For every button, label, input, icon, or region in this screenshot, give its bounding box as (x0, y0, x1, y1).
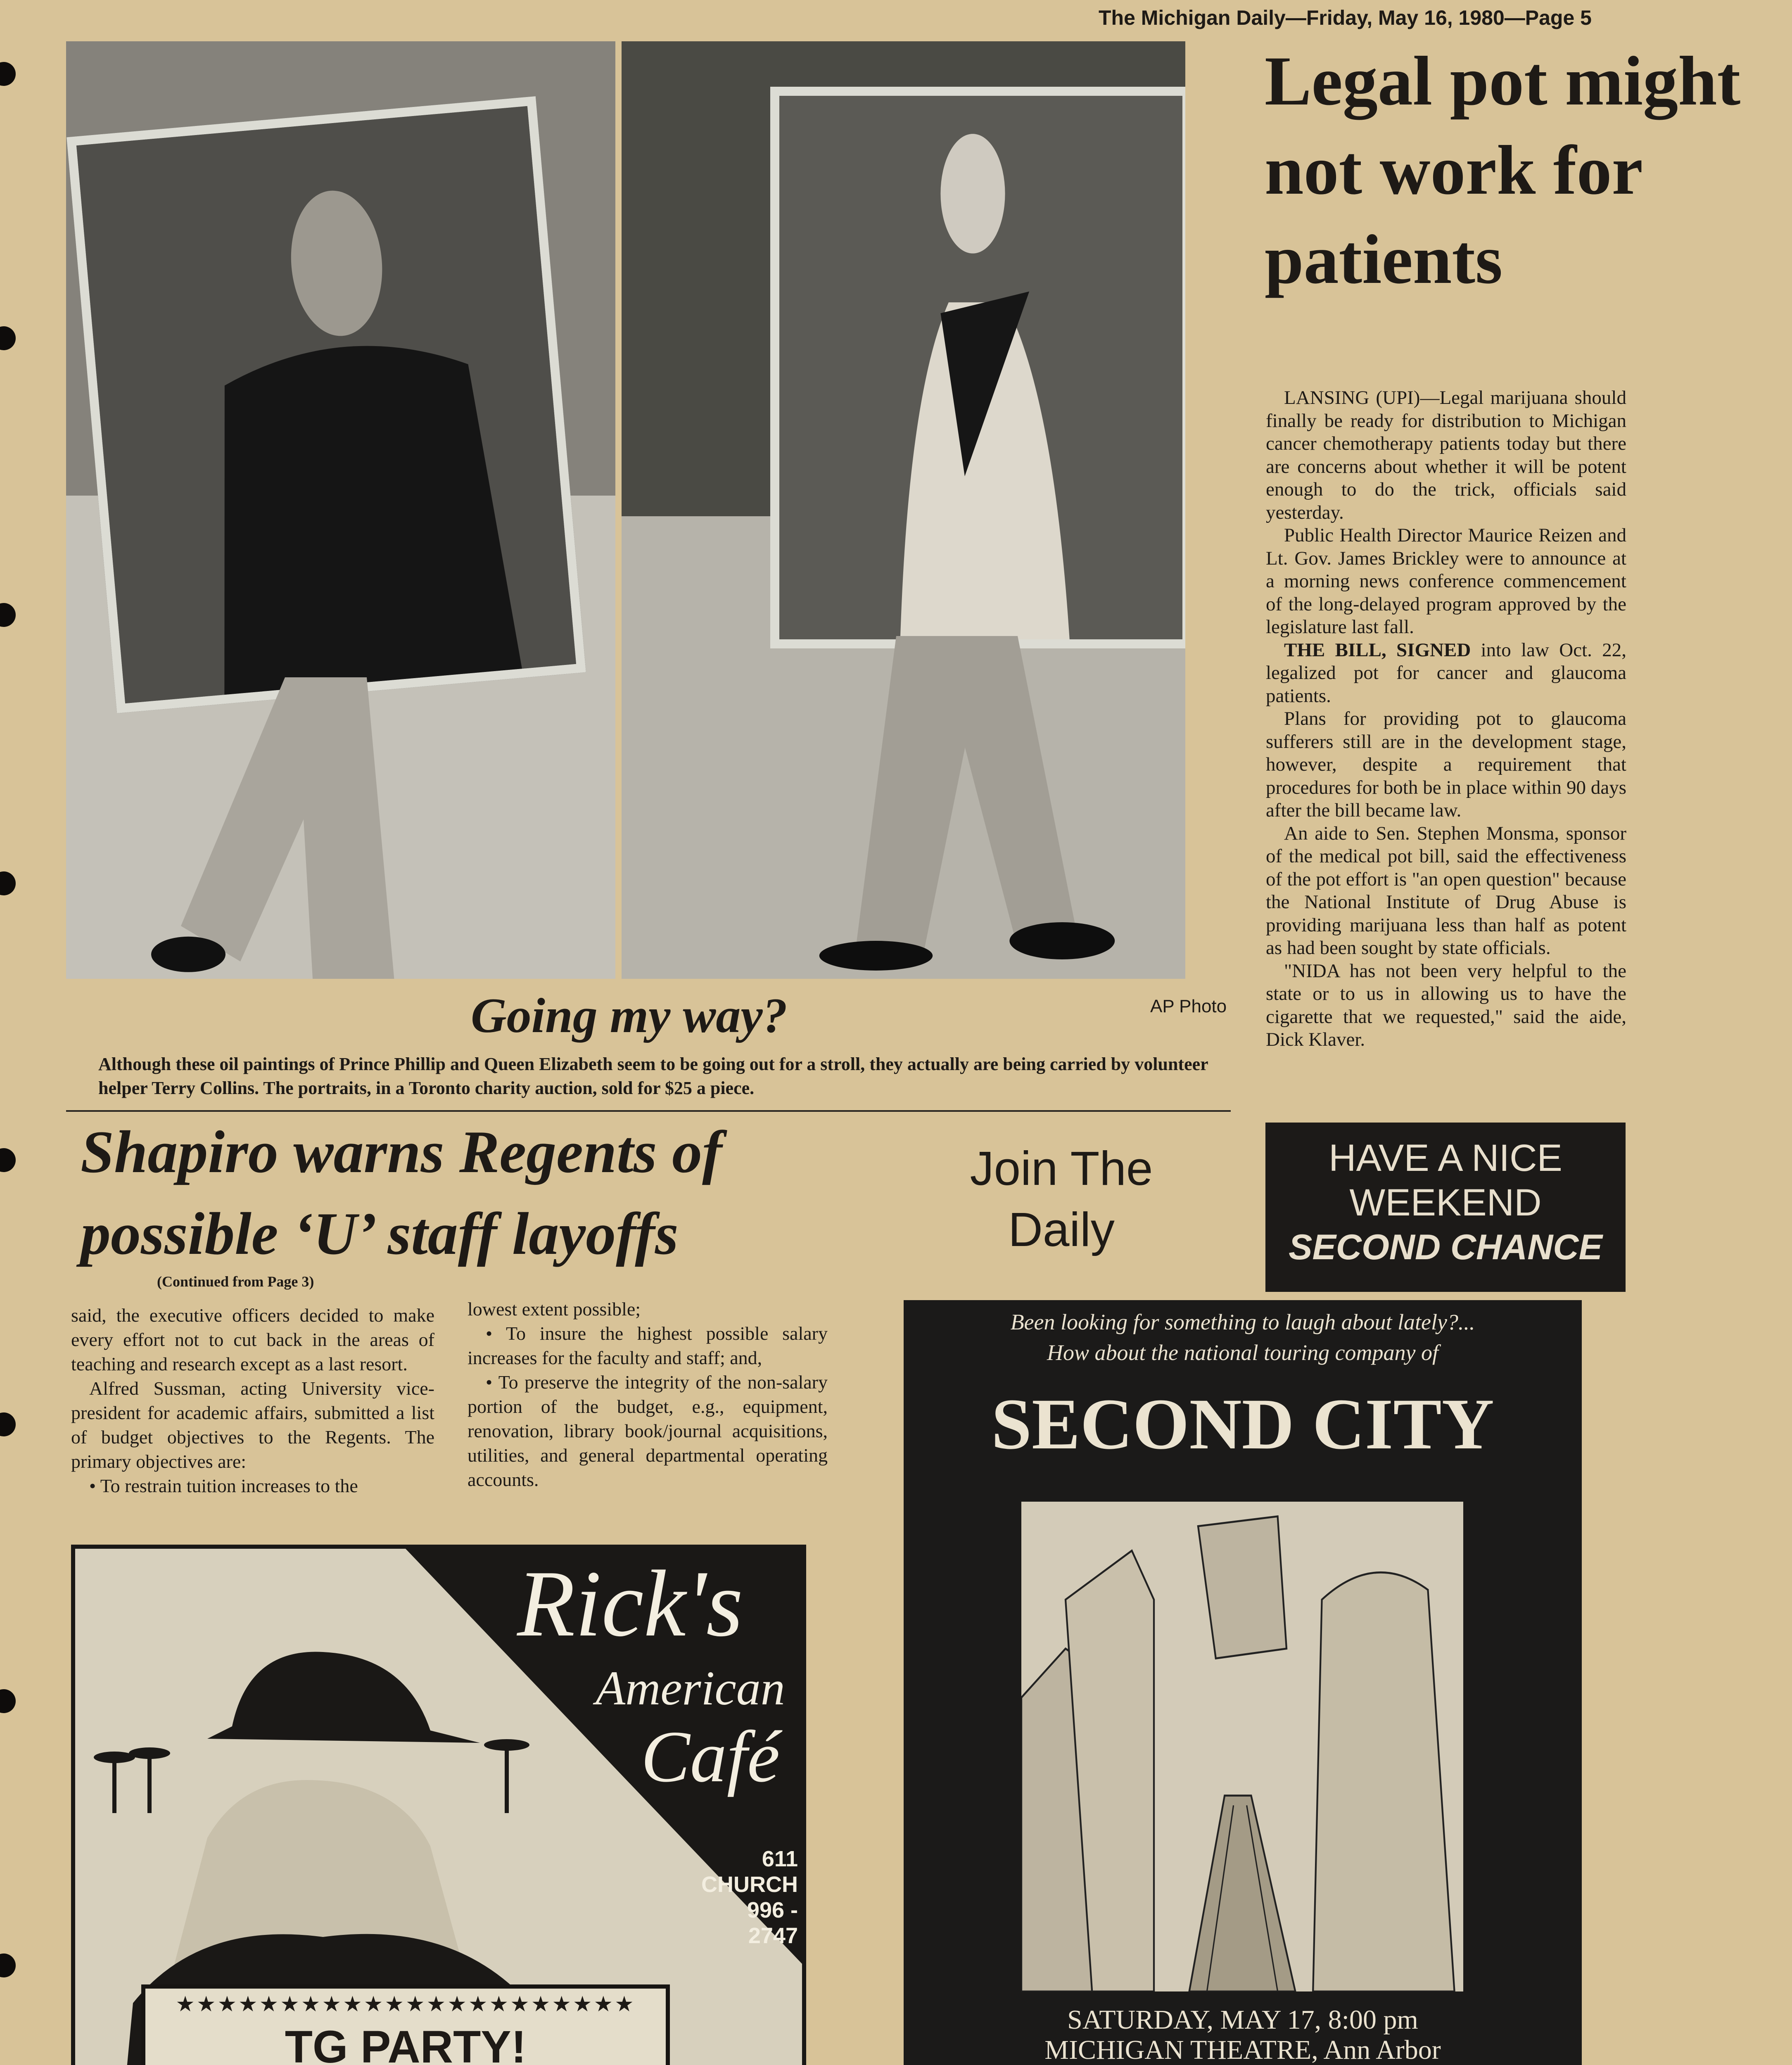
join-the-daily-promo: Join The Daily (970, 1142, 1153, 1256)
ricks-logo: Rick's (517, 1551, 743, 1656)
second-city-tagline: Been looking for something to laugh about lately?... (1010, 1310, 1475, 1334)
ricks-logo-line: American (596, 1661, 785, 1715)
binder-hole (0, 1689, 16, 1713)
shapiro-paragraph: lowest extent possible; (468, 1298, 641, 1320)
ricks-address (695, 1846, 798, 1949)
binder-hole (0, 1953, 16, 1977)
shapiro-col-1 (71, 1303, 434, 1498)
pot-story-body (1266, 387, 1626, 1051)
pot-lead-in-rest: into law Oct. 22, legalized pot for cancer and glaucoma patients. (1266, 639, 1627, 707)
pot-paragraph: Plans for providing pot to glaucoma sufferers still are in the development stage, however, despite a requirement that procedures for both be in place within 90 days after the bill became law. (1266, 708, 1626, 821)
photo-caption-title: Going my way? (471, 988, 788, 1043)
shapiro-headline: Shapiro warns Regents of possible ‘U’ staff layoffs (81, 1118, 722, 1267)
second-city-title: SECOND CITY (991, 1384, 1494, 1464)
binder-hole (0, 326, 16, 350)
ricks-phone: 996 - (747, 1898, 798, 1923)
shapiro-col-2 (468, 1297, 828, 1492)
weekend-ad-line: WEEKEND (1349, 1182, 1542, 1224)
pot-paragraph (1266, 639, 1626, 708)
pot-lead-in: THE BILL, SIGNED (1284, 639, 1471, 661)
weekend-ad (1265, 1123, 1626, 1292)
second-city-ad (904, 1300, 1582, 2065)
shapiro-paragraph: Alfred Sussman, acting University vice-president for academic affairs, submitted a list of budget objectives to the Regents. The primary objectives are: (71, 1378, 434, 1472)
show-date: SATURDAY, MAY 17, 8:00 pm (1067, 2005, 1418, 2035)
photo-caption: Although these oil paintings of Prince Phillip and Queen Elizabeth seem to be going out for a stroll, they actually are being carried by volunteer helper Terry Collins. The portraits, in a Toronto charity auction, sold for $25 a piece. (98, 1054, 1208, 1098)
show-venue: MICHIGAN THEATRE, Ann Arbor (1044, 2035, 1441, 2065)
running-head: The Michigan Daily—Friday, May 16, 1980—Page 5 (1099, 6, 1592, 29)
tg-party-box (141, 1984, 670, 2065)
pot-paragraph: "NIDA has not been very helpful to the state or to us in allowing us to have the cigarette that we requested," said the aide, Dick Klaver. (1266, 960, 1626, 1050)
ricks-phone: 2747 (748, 1923, 798, 1948)
pot-paragraph: Public Health Director Maurice Reizen and Lt. Gov. James Brickley were to announce at a morning news conference commencement of the long-delayed program approved by the legislature last fall. (1266, 525, 1626, 638)
binder-hole (0, 603, 16, 627)
ricks-address-street: CHURCH (701, 1872, 798, 1897)
ricks-logo-line: Café (641, 1716, 780, 1797)
continued-line: (Continued from Page 3) (157, 1273, 314, 1290)
photo-queen-elizabeth (622, 41, 1185, 979)
shapiro-paragraph: • To restrain tuition increases to the (89, 1475, 358, 1496)
second-city-illustration (1021, 1502, 1463, 1991)
photo-credit: AP Photo (1150, 996, 1227, 1016)
pot-headline: Legal pot might not work for patients (1265, 42, 1741, 298)
ricks-cafe-ad (71, 1545, 806, 2065)
shapiro-paragraph: • To preserve the integrity of the non-salary portion of the budget, e.g., equipment, renovation, library book/journal acquisitions, utilities, and general departmental operating accounts. (468, 1372, 828, 1490)
star-border: ★★★★★★★★★★★★★★★★★★★★★★ (176, 1992, 636, 2016)
tg-party-title: TG PARTY! (285, 2022, 527, 2065)
binder-hole (0, 62, 16, 86)
second-city-tagline: How about the national touring company of (1047, 1340, 1438, 1365)
ricks-address-number: 611 (762, 1847, 798, 1871)
binder-hole (0, 1412, 16, 1436)
weekend-ad-line: HAVE A NICE (1329, 1137, 1562, 1179)
shapiro-paragraph: said, the executive officers decided to make every effort not to cut back in the areas of teaching and research except as a last resort. (71, 1305, 434, 1374)
shapiro-paragraph: • To insure the highest possible salary increases for the faculty and staff; and, (468, 1323, 828, 1368)
second-chance-logo: SECOND CHANCE (1289, 1227, 1602, 1267)
photo-prince-phillip (66, 41, 615, 979)
binder-hole (0, 1148, 16, 1172)
binder-hole (0, 871, 16, 895)
pot-paragraph: LANSING (UPI)—Legal marijuana should finally be ready for distribution to Michigan cancer chemotherapy patients today but there are concerns about whether it will be potent enough to do the trick, officials said yesterday. (1266, 387, 1626, 523)
pot-paragraph: An aide to Sen. Stephen Monsma, sponsor of the medical pot bill, said the effectiveness of the pot effort is "an open question" because the National Institute of Drug Abuse is providing marijuana less than half as potent as had been sought by state officials. (1266, 822, 1626, 959)
